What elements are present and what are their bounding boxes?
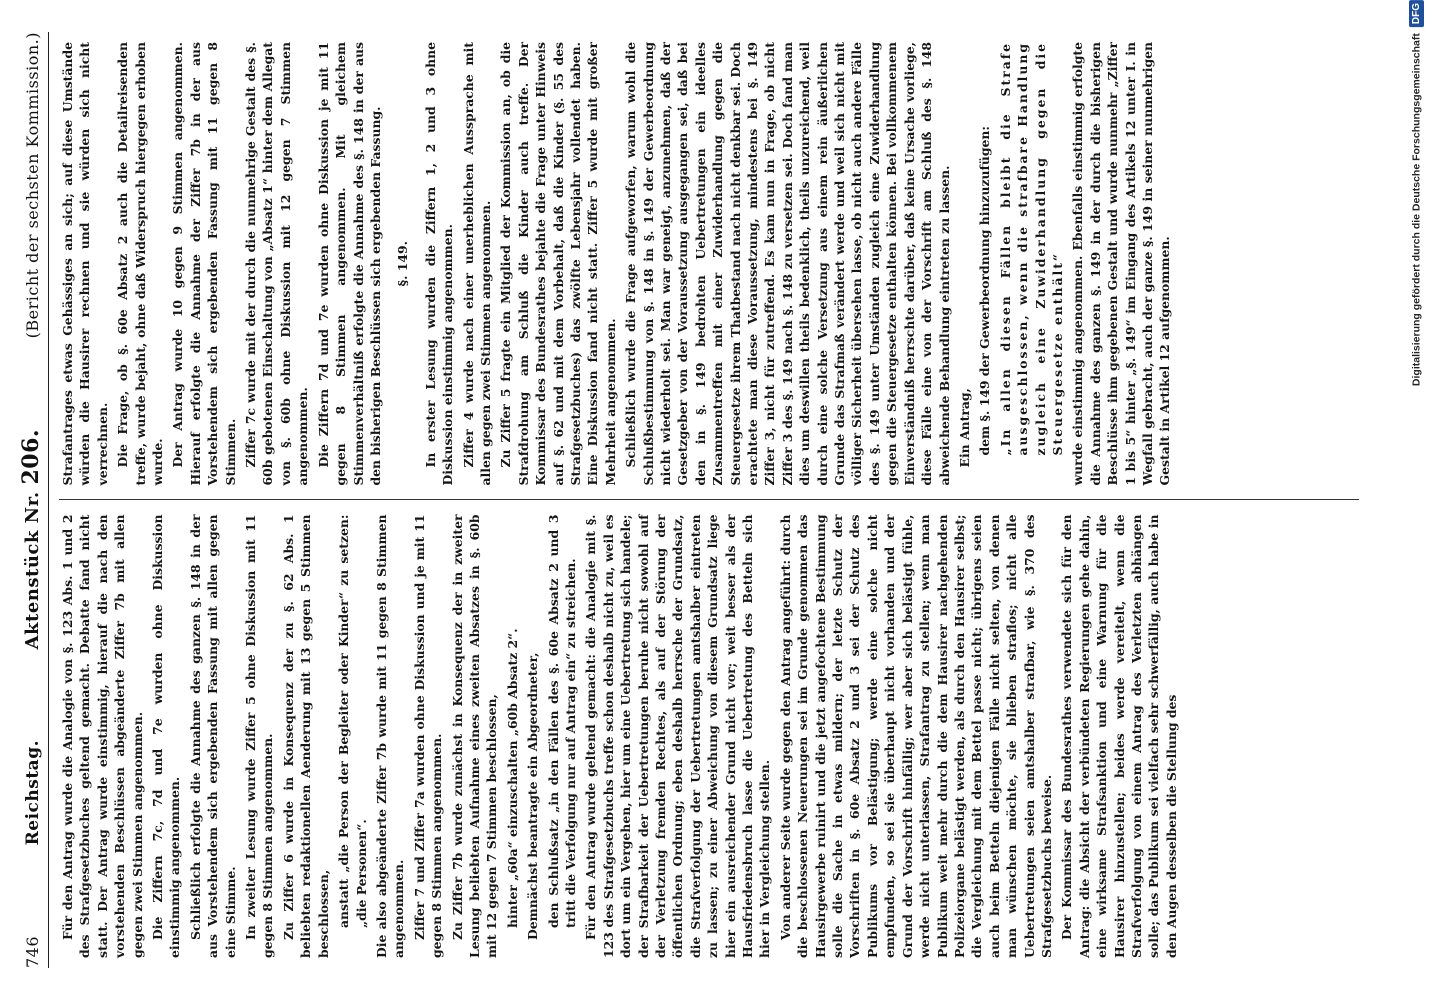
text-columns xyxy=(59,28,1359,972)
digitization-note xyxy=(1404,0,1428,1000)
paragraph: In zweiter Lesung wurde Ziffer 5 ohne Diskussion mit 11 gegen 8 Stimmen angenommen. xyxy=(243,514,276,958)
header-left-title: Reichstag. xyxy=(23,740,43,846)
paragraph: In erster Lesung wurden die Ziffern 1, 2 und 3 ohne Diskussion einstimmig angenommen. xyxy=(422,42,456,486)
paragraph: Schließlich erfolgte die Annahme des ganzen §. 148 in der aus Vorstehendem sich ergebenden Fassung mit allen gegen eine Stimme. xyxy=(187,514,238,958)
paragraph: Von anderer Seite wurde gegen den Antrag angeführt: durch die beschlossenen Neuerungen sei im Grunde genommen das Hausirgewerbe ruinirt und die jetzt angefochtene Bestimmung solle die Sache in etwas mildern; der letzte Schutz der Vorschriften in §. 60e Absatz 2 und 3 sei der Schutz des Publikums vor Belästigung; werde eine solche nicht empfunden, so sei sie überhaupt nicht vorhanden und der Grund der Vorschrift hinfällig; wer aber sich belästigt fühle, werde nicht unterlassen, Strafantrag zu stellen; wenn man Publikum weit mehr durch die dem Hausirer nachgehenden Polizeiorgane belästigt werden, als durch den Hausirer selbst; die Vergleichung mit dem Bettel passe nicht; übrigens seien auch beim Betteln diejenigen Fälle nicht selten, von denen man wünschen möchte, sie blieben straflos; nicht alle Uebertretungen seien amtshalber strafbar, wie §. 370 des Strafgesetzbuchs beweise. xyxy=(777,514,1054,958)
paragraph-quote: den Schlußsatz „in den Fällen des §. 60e Absatz 2 und 3 tritt die Verfolgung nur auf Antrag ein“ zu streichen. xyxy=(545,514,578,928)
header-right-title: (Bericht der sechsten Kommission.) xyxy=(23,32,42,339)
header-center-prefix: Aktenstück Nr. xyxy=(22,491,43,650)
paragraph: Für den Antrag wurde die Analogie von §. 123 Abs. 1 und 2 des Strafgesetzbuches geltend gemacht. Debatte fand nicht statt. Der Antrag wurde einstimmig, hierauf die nach den vorstehenden Beschlüssen abgeänderte Ziffer 7b mit allen gegen zwei Stimmen angenommen. xyxy=(60,514,145,958)
paragraph: Für den Antrag wurde geltend gemacht: die Analogie mit §. 123 des Strafgesetzbuchs treffe schon deshalb nicht zu, weil es dort um ein Vergehen, hier um eine Uebertretung sich handele; der Strafbarkeit der Uebertretungen beruhe nicht sowohl auf der Verletzung fremden Rechtes, als auf der Störung der öffentlichen Ordnung; eben deshalb herrsche der Grundsatz, die Strafverfolgung der Uebertretungen amtshalber eintreten zu lassen; zu einer Abweichung von diesem Grundsatz liege hier ein ausreichender Grund nicht vor; weit besser als der Hausfriedensbruch lasse die Uebertretung des Betteln sich hier in Vergleichung stellen. xyxy=(583,514,773,958)
paragraph: Schließlich wurde die Frage aufgeworfen, warum wohl die Schlußbestimmung von §. 148 in §. 149 der Gewerbeordnung nicht wiederholt sei. Man war geneigt, anzunehmen, daß der Gesetzgeber von der Voraussetzung ausgegangen sei, daß bei den in §. 149 bedrohten Uebertretungen ein ideelles Zusammentreffen mit einer Zuwiderhandlung gegen die Steuergesetze ihrem Thatbestand nach nicht denkbar sei. Doch erachtete man diese Voraussetzung, mindestens bei §. 149 Ziffer 3, nicht für zutreffend. Es kam nun in Frage, ob nicht Ziffer 3 des §. 149 nach §. 148 zu versetzen sei. Doch fand man dies um deswillen theils bedenklich, theils unzureichend, weil durch eine solche Versetzung aus einem rein äußerlichen Grunde das Strafmaß verändert werde und weil sich nicht mit völliger Sicherheit übersehen lasse, ob nicht auch andere Fälle des §. 149 unter Umständen zugleich eine Zuwiderhandlung gegen die Steuergesetze enthalten können. Bei vollkommenem Einverständniß herrschte darüber, daß keine Ursache vorliege, diese Fälle eine von der Vorschrift am Schluß des §. 148 abweichende Behandlung eintreten zu lassen. xyxy=(623,42,952,486)
paragraph: Die Ziffern 7c, 7d und 7e wurden ohne Diskussion einstimmig angenommen. xyxy=(150,514,183,958)
section-heading: §. 149. xyxy=(395,241,411,287)
paragraph: Die also abgeänderte Ziffer 7b wurde mit 11 gegen 8 Stimmen angenommen. xyxy=(373,514,407,958)
paragraph-quote: „In allen diesen Fällen bleibt die Strafe ausgeschlossen, wenn die strafbare Handlung zugleich eine Zuwiderhandlung gegen die Steuergesetze enthält“ xyxy=(997,42,1065,456)
paragraph: Ziffer 7c wurde mit der durch die nunmehrige Gestalt des §. 60b gebotenen Einschaltung von „Absatz 1“ hinter dem Allegat von §. 60b ohne Diskussion mit 12 gegen 7 Stimmen angenommen. xyxy=(243,42,311,486)
paragraph: Zu Ziffer 5 fragte ein Mitglied der Kommission an, ob die Strafdrohung am Schluß die Kinder auch treffe. Der Kommissar des Bundesrathes bejahte die Frage unter Hinweis auf §. 62 und mit dem Vorbehalt, daß die Kinder (§. 55 des Strafgesetzbuches) das zwölfte Lebensjahr vollendet haben. Eine Diskussion fand nicht statt. Ziffer 5 wurde mit großer Mehrheit angenommen. xyxy=(498,42,618,486)
page-number: 746 xyxy=(23,935,42,968)
paragraph: Zu Ziffer 7b wurde zunächst in Konsequenz der in zweiter Lesung beliebten Aufnahme eines zweiten Absatzes in §. 60b mit 12 gegen 7 Stimmen beschlossen, xyxy=(449,514,500,958)
paragraph: Der Antrag wurde 10 gegen 9 Stimmen angenommen. Hierauf erfolgte die Annahme der Ziffer 7b in der aus Vorstehendem sich ergebenden Fassung mit 11 gegen 8 Stimmen. xyxy=(170,42,238,486)
header-center xyxy=(18,429,44,649)
header-document-number: 206. xyxy=(18,428,44,485)
paragraph: Ein Antrag, xyxy=(956,388,972,468)
paragraph: Zu Ziffer 6 wurde in Konsequenz der zu §. 62 Abs. 1 beliebten redaktionellen Aenderung mit 13 gegen 5 Stimmen beschlossen, xyxy=(280,514,331,958)
paragraph: Ziffer 4 wurde nach einer unerheblichen Aussprache mit allen gegen zwei Stimmen angenommen. xyxy=(460,42,493,486)
column-right xyxy=(59,28,1359,501)
column-left xyxy=(59,501,1359,973)
page-header xyxy=(18,32,49,968)
digitization-text: Digitalisierung gefördert durch die Deutsche Forschungsgemeinschaft xyxy=(1410,33,1422,387)
paragraph: wurde einstimmig angenommen. Ebenfalls einstimmig erfolgte die Annahme des ganzen §. 149 in der durch die bisherigen Beschlüsse ihm gegebenen Gestalt und wurde nunmehr „Ziffer 1 bis 5“ hinter „§. 149“ im Eingang des Artikels 12 unter I. in Wegfall gebracht, auch der ganze §. 149 in seiner nunmehrigen Gestalt in Artikel 12 aufgenommen. xyxy=(1070,42,1173,486)
paragraph: Der Kommissar des Bundesrathes verwendete sich für den Antrag: die Absicht der verbündeten Regierungen gehe dahin, eine wirksame Strafsanktion und eine Warnung für die Hausirer hinzustellen; beides werde vereitelt, wenn die Strafverfolgung von einem Antrag des Verletzten abhängen solle; das Publikum sei vielfach sehr schwerfällig, auch habe in den Augen desselben die Stellung des xyxy=(1059,514,1179,958)
paragraph: Die Frage, ob §. 60e Absatz 2 auch die Detailreisenden treffe, wurde bejaht, ohne daß Widerspruch hiergegen erhoben wurde. xyxy=(115,42,166,486)
paragraph-quote: anstatt „die Person der Begleiter oder Kinder“ zu setzen: „die Personen“. xyxy=(336,514,369,928)
paragraph-quote: hinter „60a“ einzuschalten „60b Absatz 2“. xyxy=(504,628,520,928)
paragraph: Die Ziffern 7d und 7e wurden ohne Diskussion je mit 11 gegen 8 Stimmen angenommen. Mit gleichem Stimmenverhältniß erfolgte die Annahme des §. 148 in der aus den bisherigen Beschlüssen sich ergebenden Fassung. xyxy=(315,42,383,486)
paragraph-quote: dem §. 149 der Gewerbeordnung hinzuzufügen: xyxy=(977,126,993,456)
paragraph: Demnächst beantragte ein Abgeordneter, xyxy=(525,652,541,940)
paragraph: Strafantrages etwas Gehässiges an sich; auf diese Umstände würden die Hausirer rechnen und sie würden sich nicht verrechnen. xyxy=(60,42,110,486)
dfg-logo-icon: DFG xyxy=(1409,0,1424,27)
paragraph: Ziffer 7 und Ziffer 7a wurden ohne Diskussion und je mit 11 gegen 8 Stimmen angenommen. xyxy=(411,514,445,958)
